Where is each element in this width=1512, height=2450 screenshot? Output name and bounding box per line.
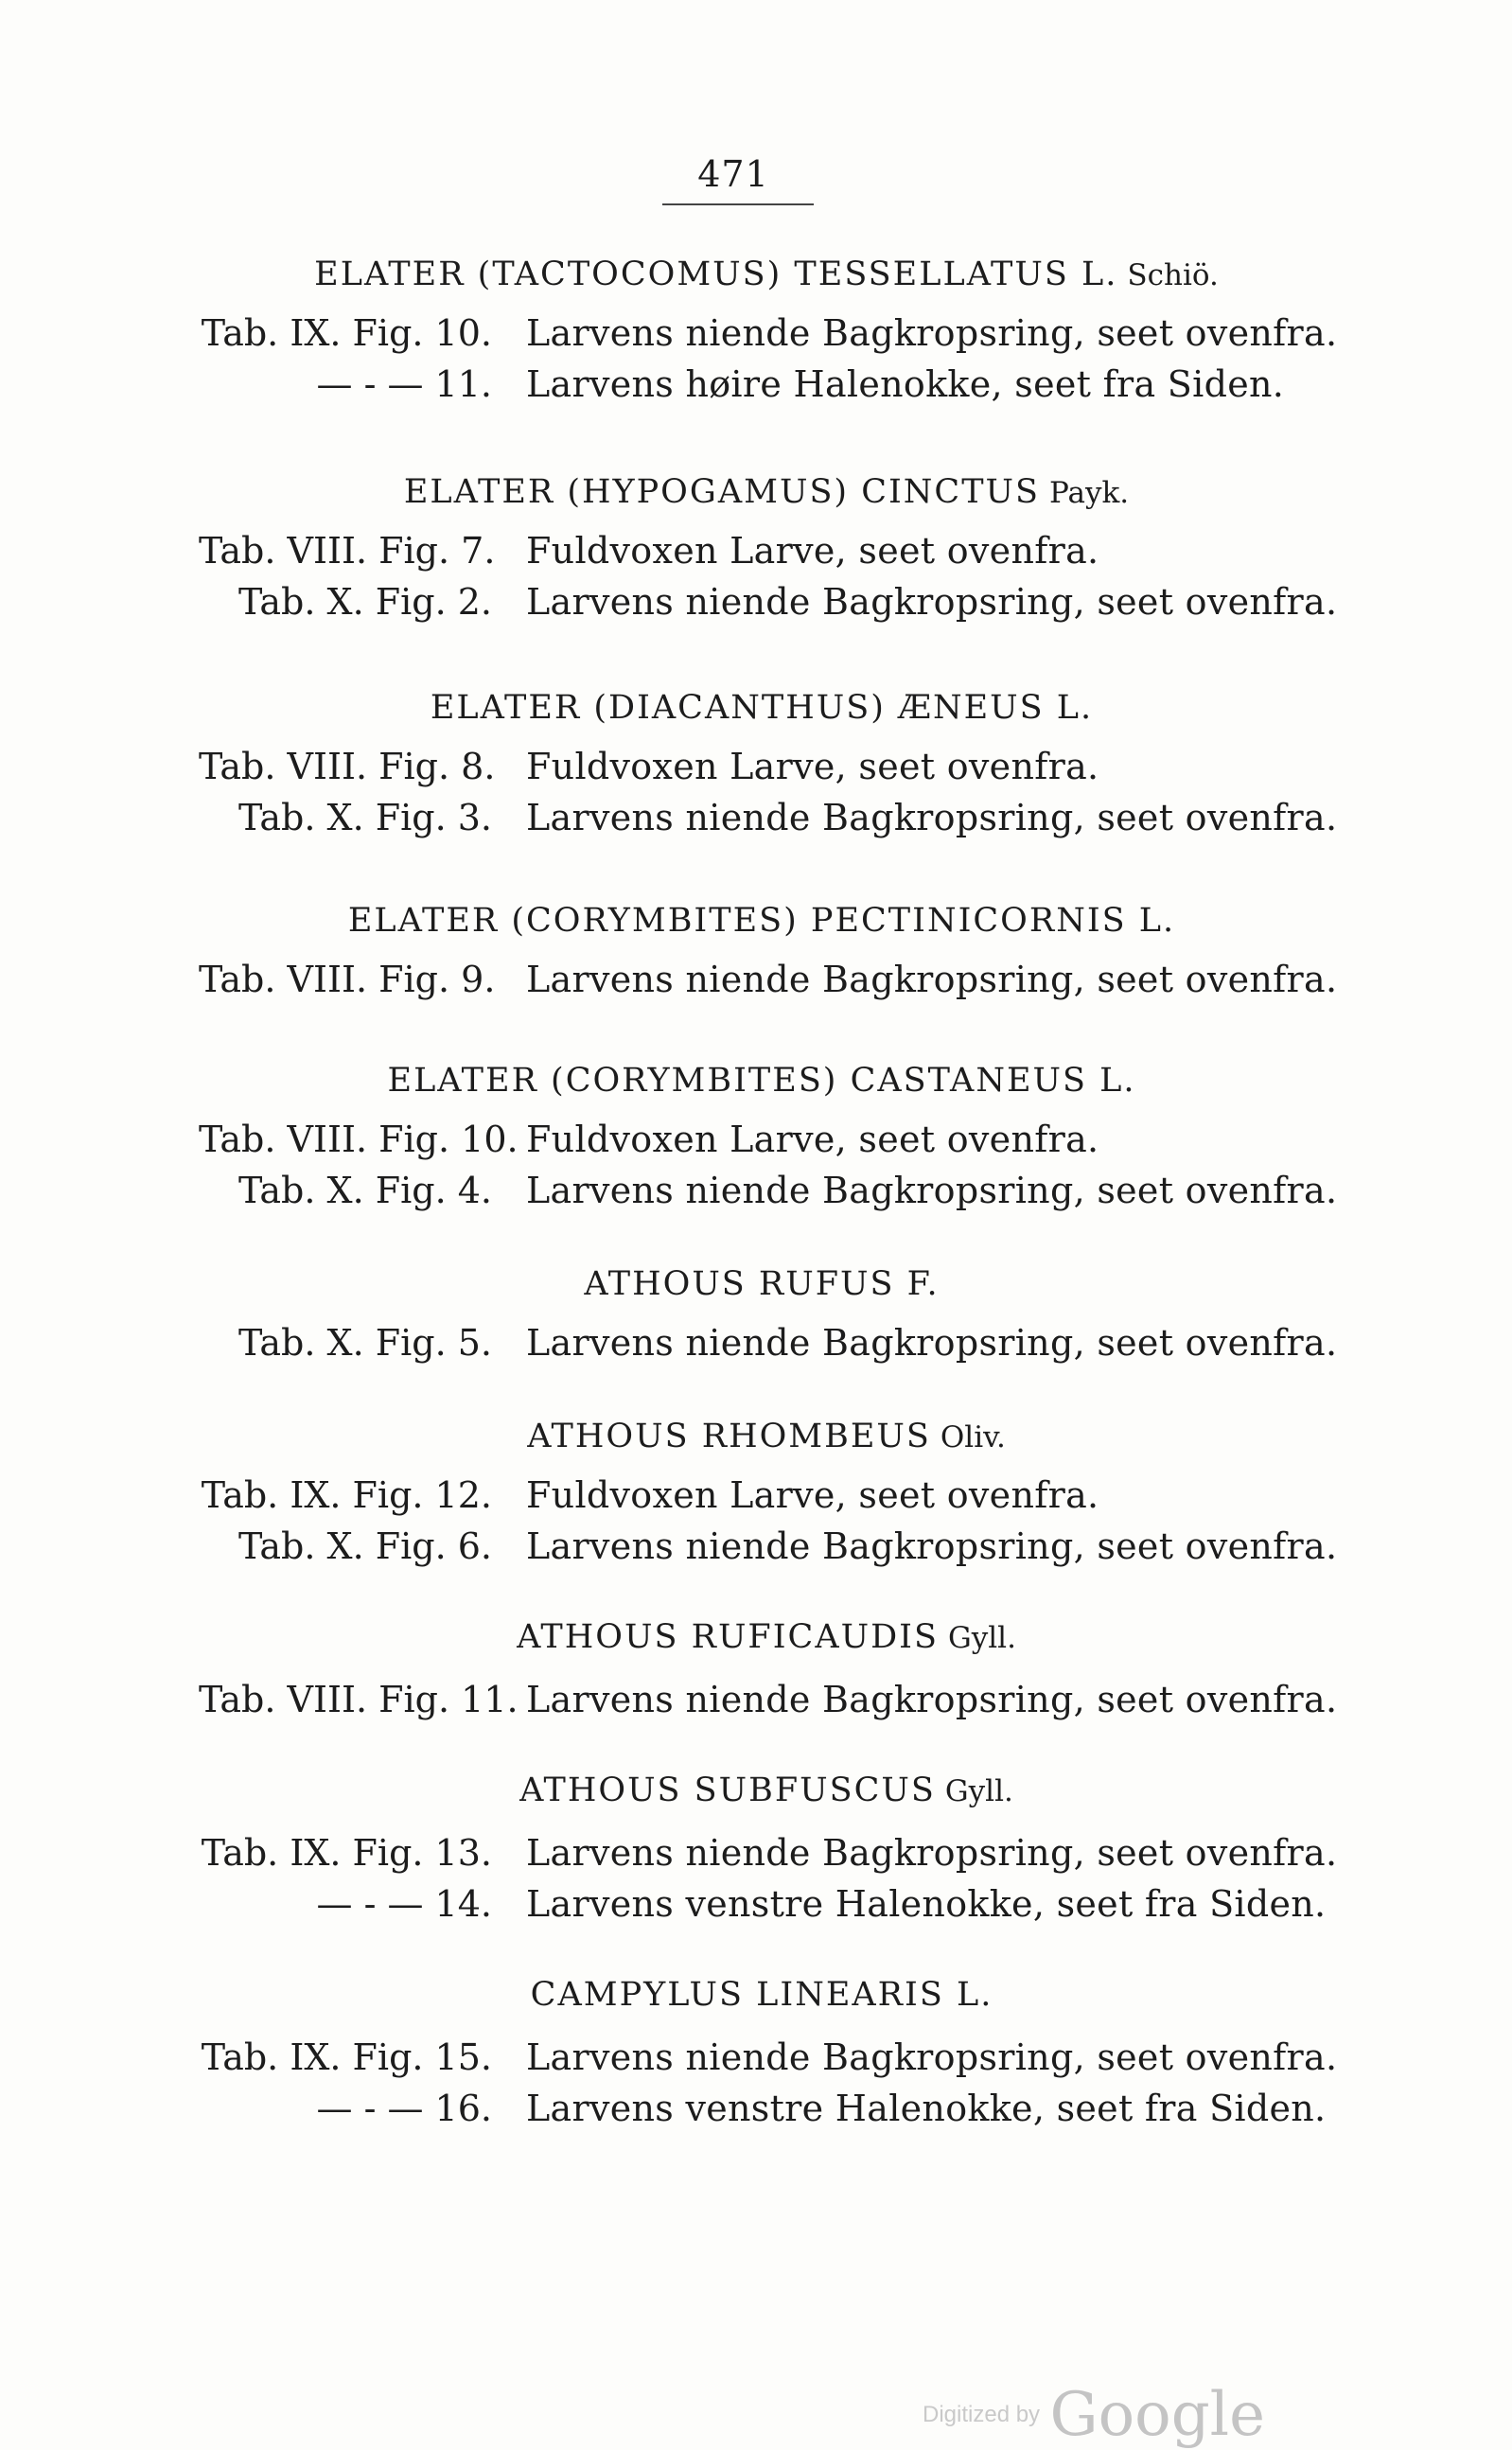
figure-entry [199,1170,1338,1221]
figure-desc: Larvens niende Bagkropsring, seet ovenfra. [526,1679,1338,1720]
figure-ref: Tab. IX. Fig. 10. [201,312,492,354]
species-author: Gyll. [947,1621,1016,1655]
figure-ref: Tab. IX. Fig. 12. [201,1474,492,1516]
figure-ref: — - — 16. [316,2088,492,2129]
figure-entry [199,1679,1338,1730]
figure-ref: Tab. VIII. Fig. 8. [199,746,496,787]
figure-desc: Larvens niende Bagkropsring, seet ovenfra. [526,797,1338,838]
figure-ref: Tab. IX. Fig. 13. [201,1832,492,1874]
figure-ref: — - — 11. [316,363,492,405]
species-heading [199,473,1334,511]
figure-ref: Tab. VIII. Fig. 11. [199,1679,519,1720]
figure-entry [199,1119,1334,1170]
figure-entry [199,2036,1338,2088]
figure-entry [199,1832,1338,1883]
species-author: Oliv. [940,1420,1006,1454]
figure-desc: Larvens niende Bagkropsring, seet ovenfra. [526,1832,1338,1874]
figure-desc: Larvens niende Bagkropsring, seet ovenfra. [526,2036,1338,2078]
figure-desc: Larvens niende Bagkropsring, seet ovenfra. [526,581,1338,623]
figure-entry [199,363,1334,414]
figure-desc: Larvens høire Halenokke, seet fra Siden. [526,363,1285,405]
species-name: ATHOUS RUFUS F. [584,1265,940,1303]
figure-entry [199,746,1334,797]
species-heading [199,256,1334,293]
figure-entry [199,1474,1334,1525]
figure-ref: — - — 14. [316,1883,492,1925]
species-heading [199,689,1334,727]
species-author: Schiö. [1127,258,1219,292]
figure-ref: Tab. VIII. Fig. 7. [199,530,496,572]
species-name: ATHOUS RUFICAUDIS [517,1618,939,1656]
page-number-rule [662,203,814,205]
species-name: ATHOUS SUBFUSCUS [519,1771,936,1809]
page-number: 471 [697,153,769,195]
species-name: ELATER (CORYMBITES) CASTANEUS L. [387,1062,1136,1100]
species-name: CAMPYLUS LINEARIS L. [530,1976,993,2014]
species-heading [199,902,1334,940]
google-logo: Google [1049,2380,1266,2450]
species-name: ELATER (HYPOGAMUS) CINCTUS [403,473,1041,511]
species-name: ATHOUS RHOMBEUS [527,1418,931,1455]
figure-ref: Tab. X. Fig. 2. [237,581,492,623]
figure-desc: Larvens niende Bagkropsring, seet ovenfra. [526,1525,1338,1567]
figure-entry [199,1322,1338,1373]
figure-ref: Tab. X. Fig. 6. [237,1525,492,1567]
watermark-prefix: Digitized by [923,2402,1041,2427]
figure-entry [199,797,1338,848]
figure-desc: Larvens venstre Halenokke, seet fra Siden. [526,1883,1327,1925]
figure-ref: Tab. VIII. Fig. 9. [199,959,496,1000]
figure-desc: Larvens venstre Halenokke, seet fra Siden. [526,2088,1327,2129]
species-heading [199,1618,1334,1656]
species-author: Payk. [1049,476,1130,510]
figure-ref: Tab. X. Fig. 4. [237,1170,492,1211]
species-heading [199,1062,1334,1100]
figure-ref: Tab. IX. Fig. 15. [201,2036,492,2078]
figure-entry [199,1883,1334,1934]
species-name: ELATER (CORYMBITES) PECTINICORNIS L. [347,902,1176,940]
species-name: ELATER (DIACANTHUS) ÆNEUS L. [430,689,1094,727]
figure-desc: Fuldvoxen Larve, seet ovenfra. [526,1119,1099,1160]
species-name: ELATER (TACTOCOMUS) TESSELLATUS L. [314,256,1118,293]
figure-entry [199,1525,1338,1577]
figure-ref: Tab. X. Fig. 3. [237,797,492,838]
species-heading [199,1771,1334,1809]
figure-desc: Fuldvoxen Larve, seet ovenfra. [526,746,1099,787]
figure-desc: Larvens niende Bagkropsring, seet ovenfra. [526,1322,1338,1364]
digitized-by-watermark [923,2380,1265,2450]
figure-entry [199,581,1338,632]
figure-entry [199,2088,1334,2139]
figure-entry [199,959,1338,1010]
figure-entry [199,312,1338,363]
figure-ref: Tab. VIII. Fig. 10. [199,1119,519,1160]
figure-desc: Fuldvoxen Larve, seet ovenfra. [526,1474,1099,1516]
figure-desc: Fuldvoxen Larve, seet ovenfra. [526,530,1099,572]
figure-entry [199,530,1334,581]
species-author: Gyll. [944,1774,1013,1808]
species-heading [199,1418,1334,1455]
figure-ref: Tab. X. Fig. 5. [237,1322,492,1364]
figure-desc: Larvens niende Bagkropsring, seet ovenfra. [526,959,1338,1000]
figure-desc: Larvens niende Bagkropsring, seet ovenfra. [526,312,1338,354]
figure-desc: Larvens niende Bagkropsring, seet ovenfra. [526,1170,1338,1211]
species-heading [199,1976,1334,2014]
species-heading [199,1265,1334,1303]
